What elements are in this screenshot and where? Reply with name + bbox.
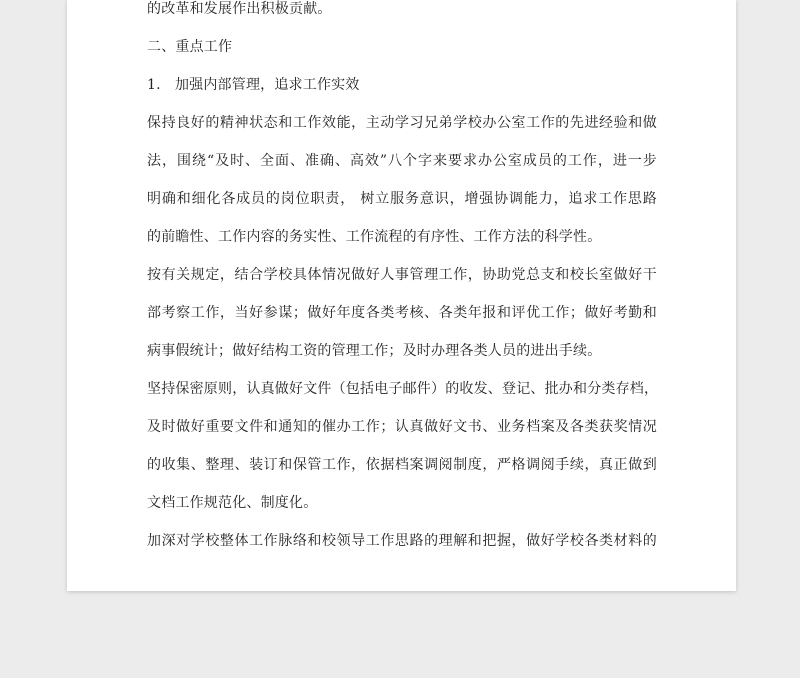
paragraph-1-line-3: 明确和细化各成员的岗位职责， 树立服务意识，增强协调能力，追求工作思路 [147,191,657,207]
text-line-1: 的改革和发展作出积极贡献。 [147,1,332,17]
document-page [67,0,736,591]
paragraph-4-line-1: 加深对学校整体工作脉络和校领导工作思路的理解和把握，做好学校各类材料的 [147,533,657,549]
paragraph-3-line-3: 的收集、整理、装订和保管工作，依据档案调阅制度，严格调阅手续，真正做到 [147,457,657,473]
paragraph-1-line-1: 保持良好的精神状态和工作效能，主动学习兄弟学校办公室工作的先进经验和做 [147,115,657,131]
paragraph-3-line-4: 文档工作规范化、制度化。 [147,495,318,511]
paragraph-2-line-2: 部考察工作，当好参谋；做好年度各类考核、各类年报和评优工作；做好考勤和 [147,305,657,321]
paragraph-2-line-1: 按有关规定，结合学校具体情况做好人事管理工作，协助党总支和校长室做好干 [147,267,657,283]
subsection-heading: 1. 加强内部管理，追求工作实效 [147,77,360,93]
paragraph-1-line-4: 的前瞻性、工作内容的务实性、工作流程的有序性、工作方法的科学性。 [147,229,602,245]
paragraph-3-line-1: 坚持保密原则，认真做好文件（包括电子邮件）的收发、登记、批办和分类存档， [147,381,659,397]
paragraph-3-line-2: 及时做好重要文件和通知的催办工作；认真做好文书、业务档案及各类获奖情况 [147,419,657,435]
section-heading: 二、重点工作 [147,39,233,55]
paragraph-1-line-2: 法，围绕“及时、全面、准确、高效”八个字来要求办公室成员的工作，进一步 [147,153,657,169]
paragraph-2-line-3: 病事假统计；做好结构工资的管理工作；及时办理各类人员的进出手续。 [147,343,602,359]
